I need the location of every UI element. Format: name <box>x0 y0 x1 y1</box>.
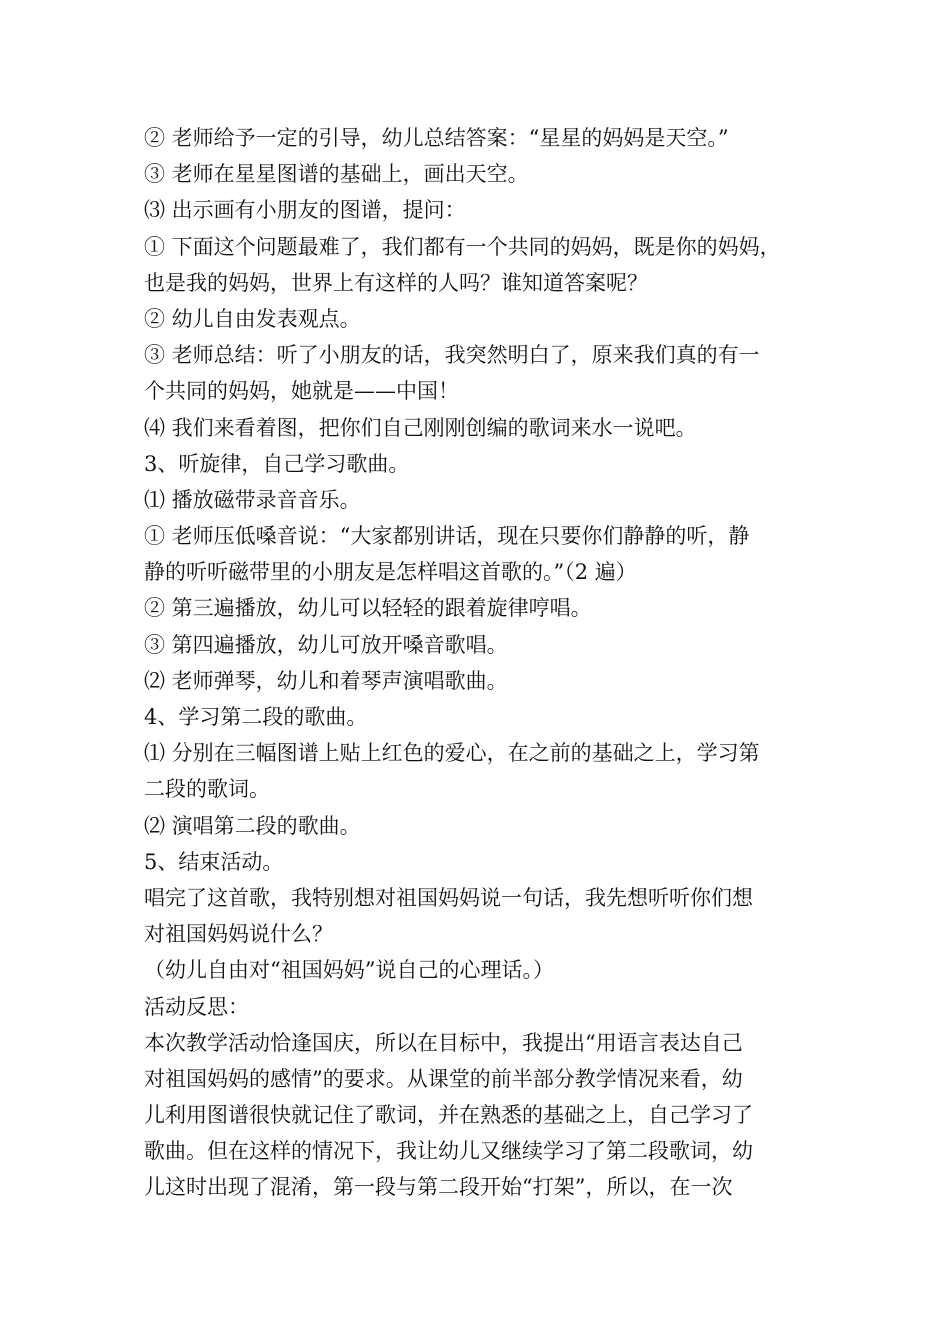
text-line: ⑴ 分别在三幅图谱上贴上红色的爱心，在之前的基础之上，学习第 <box>144 741 760 766</box>
text-line: ③ 第四遍播放，幼儿可放开嗓音歌唱。 <box>144 632 508 657</box>
text-line: 也是我的妈妈，世界上有这样的人吗？谁知道答案呢？ <box>144 270 648 295</box>
text-line: ② 幼儿自由发表观点。 <box>144 306 361 331</box>
section-heading: 4、学习第二段的歌曲。 <box>144 705 368 729</box>
text-line: 歌曲。但在这样的情况下，我让幼儿又继续学习了第二段歌词，幼 <box>144 1139 753 1164</box>
text-line: ⑷ 我们来看着图，把你们自己刚刚创编的歌词来水一说吧。 <box>144 415 697 440</box>
text-line: ② 老师给予一定的引导，幼儿总结答案：“星星的妈妈是天空。” <box>144 126 729 150</box>
text-line: 儿利用图谱很快就记住了歌词，并在熟悉的基础之上，自己学习了 <box>144 1103 753 1128</box>
text-line: 个共同的妈妈，她就是——中国！ <box>144 379 459 404</box>
text-line: 二段的歌词。 <box>144 777 270 802</box>
text-line: ⑵ 演唱第二段的歌曲。 <box>144 813 361 838</box>
document-body <box>144 120 824 1206</box>
text-line: ② 第三遍播放，幼儿可以轻轻的跟着旋律哼唱。 <box>144 596 592 621</box>
text-line: ③ 老师总结：听了小朋友的话，我突然明白了，原来我们真的有一 <box>144 343 760 368</box>
text-line: 本次教学活动恰逢国庆，所以在目标中，我提出“用语言表达自己 <box>144 1030 743 1055</box>
text-line: 儿这时出现了混淆，第一段与第二段开始“打架”，所以，在一次 <box>144 1175 733 1200</box>
text-line: ⑶ 出示画有小朋友的图谱，提问： <box>144 198 466 223</box>
text-line: 对祖国妈妈说什么？ <box>144 922 333 947</box>
text-line: ③ 老师在星星图谱的基础上，画出天空。 <box>144 162 529 187</box>
text-line: 唱完了这首歌，我特别想对祖国妈妈说一句话，我先想听听你们想 <box>144 885 753 910</box>
text-line: ⑴ 播放磁带录音音乐。 <box>144 487 361 512</box>
text-line: 对祖国妈妈的感情”的要求。从课堂的前半部分教学情况来看，幼 <box>144 1066 743 1091</box>
text-line: ① 老师压低嗓音说：“大家都别讲话，现在只要你们静静的听，静 <box>144 524 750 549</box>
text-line: 静的听听磁带里的小朋友是怎样唱这首歌的。”（2 遍） <box>144 560 637 585</box>
section-heading: 活动反思： <box>144 994 249 1019</box>
text-line: （幼儿自由对“祖国妈妈”说自己的心理话。） <box>144 958 554 983</box>
section-heading: 3、听旋律，自己学习歌曲。 <box>144 451 410 476</box>
section-heading: 5、结束活动。 <box>144 849 284 874</box>
text-line: ⑵ 老师弹琴，幼儿和着琴声演唱歌曲。 <box>144 668 508 693</box>
text-line: ① 下面这个问题最难了，我们都有一个共同的妈妈，既是你的妈妈， <box>144 234 781 259</box>
